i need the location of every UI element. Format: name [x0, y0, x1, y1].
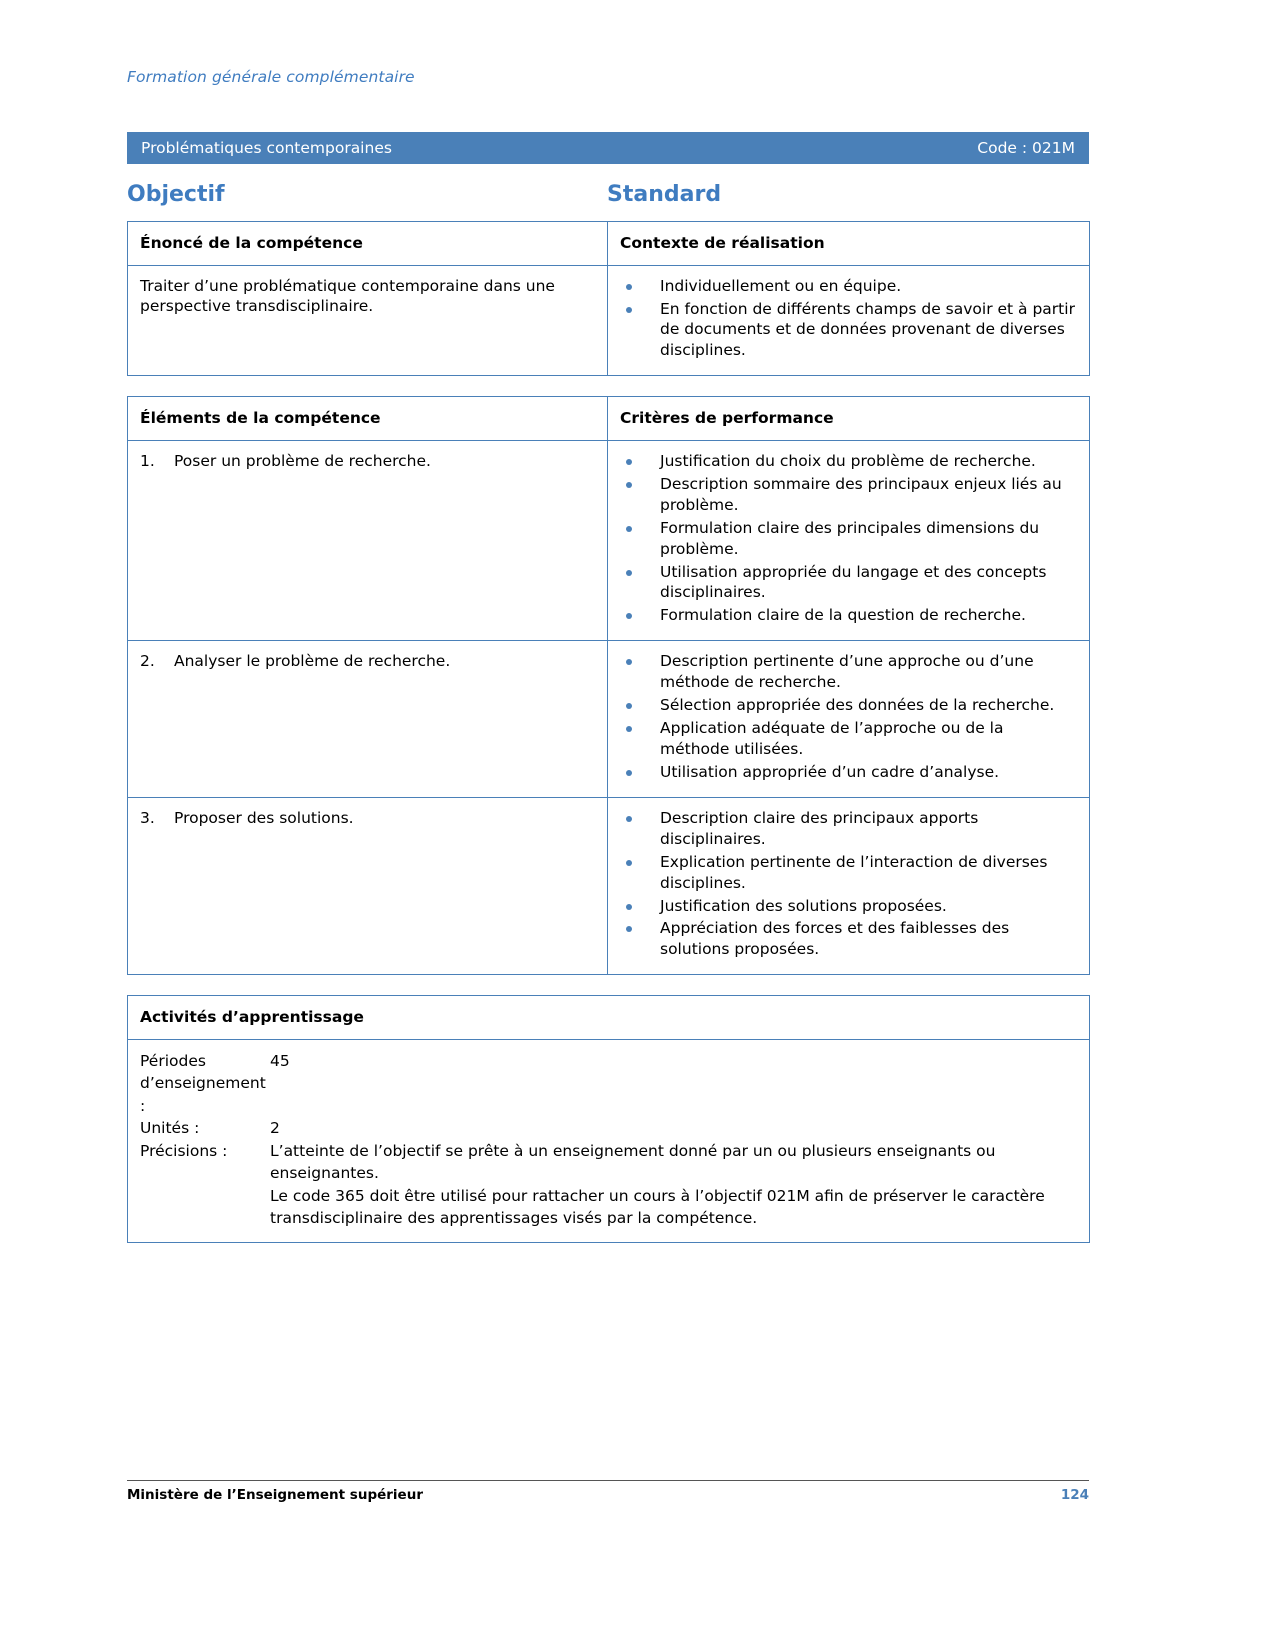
- column-headings: [127, 182, 1089, 207]
- heading-objectif: Objectif: [127, 182, 225, 207]
- list-item: Sélection appropriée des données de la recherche.: [620, 695, 1077, 716]
- course-code: Code : 021M: [977, 139, 1075, 157]
- list-item: Justification des solutions proposées.: [620, 896, 1077, 917]
- list-item: Justification du choix du problème de recherche.: [620, 451, 1077, 472]
- table-header-row: [128, 397, 1090, 441]
- table-header-row: [128, 996, 1090, 1040]
- periods-value: 45: [270, 1051, 290, 1070]
- table-row: [128, 440, 1090, 640]
- realisation-context-header: Contexte de réalisation: [608, 222, 1090, 266]
- footer-ministry: Ministère de l’Enseignement supérieur: [127, 1487, 423, 1503]
- table-row: [128, 1039, 1090, 1242]
- course-title: Problématiques contemporaines: [141, 139, 392, 157]
- element-cell: [128, 797, 608, 974]
- periods-line: [140, 1050, 1077, 1117]
- running-header: Formation générale complémentaire: [127, 68, 415, 86]
- elements-header: Éléments de la compétence: [128, 397, 608, 441]
- precisions-value-1: L’atteinte de l’objectif se prête à un enseignement donné par un ou plusieurs enseignants ou enseignantes.: [270, 1141, 996, 1183]
- list-item: Utilisation appropriée d’un cadre d’analyse.: [620, 762, 1077, 783]
- elements-table: [127, 396, 1090, 975]
- list-item: [140, 808, 595, 829]
- competence-statement-header: Énoncé de la compétence: [128, 222, 608, 266]
- element-number: 1.: [140, 451, 155, 470]
- precisions-value-2: Le code 365 doit être utilisé pour rattacher un cours à l’objectif 021M afin de préserver le caractère transdisciplinaire des apprentissages visés par la compétence.: [270, 1186, 1045, 1228]
- competence-table: [127, 221, 1090, 376]
- page-footer: [127, 1480, 1089, 1503]
- table-row: [128, 797, 1090, 974]
- footer-page-number: 124: [1060, 1487, 1089, 1503]
- element-number: 3.: [140, 808, 155, 827]
- table-header-row: [128, 222, 1090, 266]
- precisions-line: [140, 1140, 1077, 1230]
- criteria-cell: [608, 797, 1090, 974]
- list-item: Application adéquate de l’approche ou de la méthode utilisées.: [620, 718, 1077, 760]
- periods-label: Périodes d’enseignement :: [140, 1051, 266, 1115]
- list-item: Description pertinente d’une approche ou d’une méthode de recherche.: [620, 651, 1077, 693]
- list-item: Individuellement ou en équipe.: [620, 276, 1077, 297]
- units-value: 2: [270, 1119, 280, 1138]
- activities-header: Activités d’apprentissage: [128, 996, 1090, 1040]
- competence-statement-text: Traiter d’une problématique contemporaine dans une perspective transdisciplinaire.: [128, 265, 608, 376]
- element-label: Proposer des solutions.: [174, 808, 354, 827]
- course-title-bar: [127, 132, 1089, 164]
- list-item: Utilisation appropriée du langage et des concepts disciplinaires.: [620, 562, 1077, 604]
- precisions-value-group: [270, 1140, 1077, 1230]
- criteria-cell: [608, 641, 1090, 798]
- activities-table: [127, 995, 1090, 1242]
- heading-standard: Standard: [607, 182, 722, 207]
- list-item: Description sommaire des principaux enjeux liés au problème.: [620, 474, 1077, 516]
- table-row: [128, 641, 1090, 798]
- list-item: Appréciation des forces et des faiblesses des solutions proposées.: [620, 918, 1077, 960]
- list-item: [140, 451, 595, 472]
- activities-cell: [128, 1039, 1090, 1242]
- element-cell: [128, 641, 608, 798]
- list-item: En fonction de différents champs de savoir et à partir de documents et de données provenant de diverses disciplines.: [620, 299, 1077, 362]
- criteria-header: Critères de performance: [608, 397, 1090, 441]
- realisation-context-list: [608, 265, 1090, 376]
- list-item: Explication pertinente de l’interaction de diverses disciplines.: [620, 852, 1077, 894]
- element-label: Analyser le problème de recherche.: [174, 652, 451, 671]
- precisions-label: Précisions :: [140, 1141, 228, 1160]
- element-label: Poser un problème de recherche.: [174, 451, 431, 470]
- list-item: [140, 651, 595, 672]
- table-row: [128, 265, 1090, 376]
- criteria-cell: [608, 440, 1090, 640]
- list-item: Description claire des principaux apports disciplinaires.: [620, 808, 1077, 850]
- units-line: [140, 1117, 1077, 1139]
- list-item: Formulation claire des principales dimensions du problème.: [620, 518, 1077, 560]
- list-item: Formulation claire de la question de recherche.: [620, 605, 1077, 626]
- element-number: 2.: [140, 652, 155, 671]
- element-cell: [128, 440, 608, 640]
- page-content: [127, 132, 1089, 1263]
- units-label: Unités :: [140, 1119, 200, 1138]
